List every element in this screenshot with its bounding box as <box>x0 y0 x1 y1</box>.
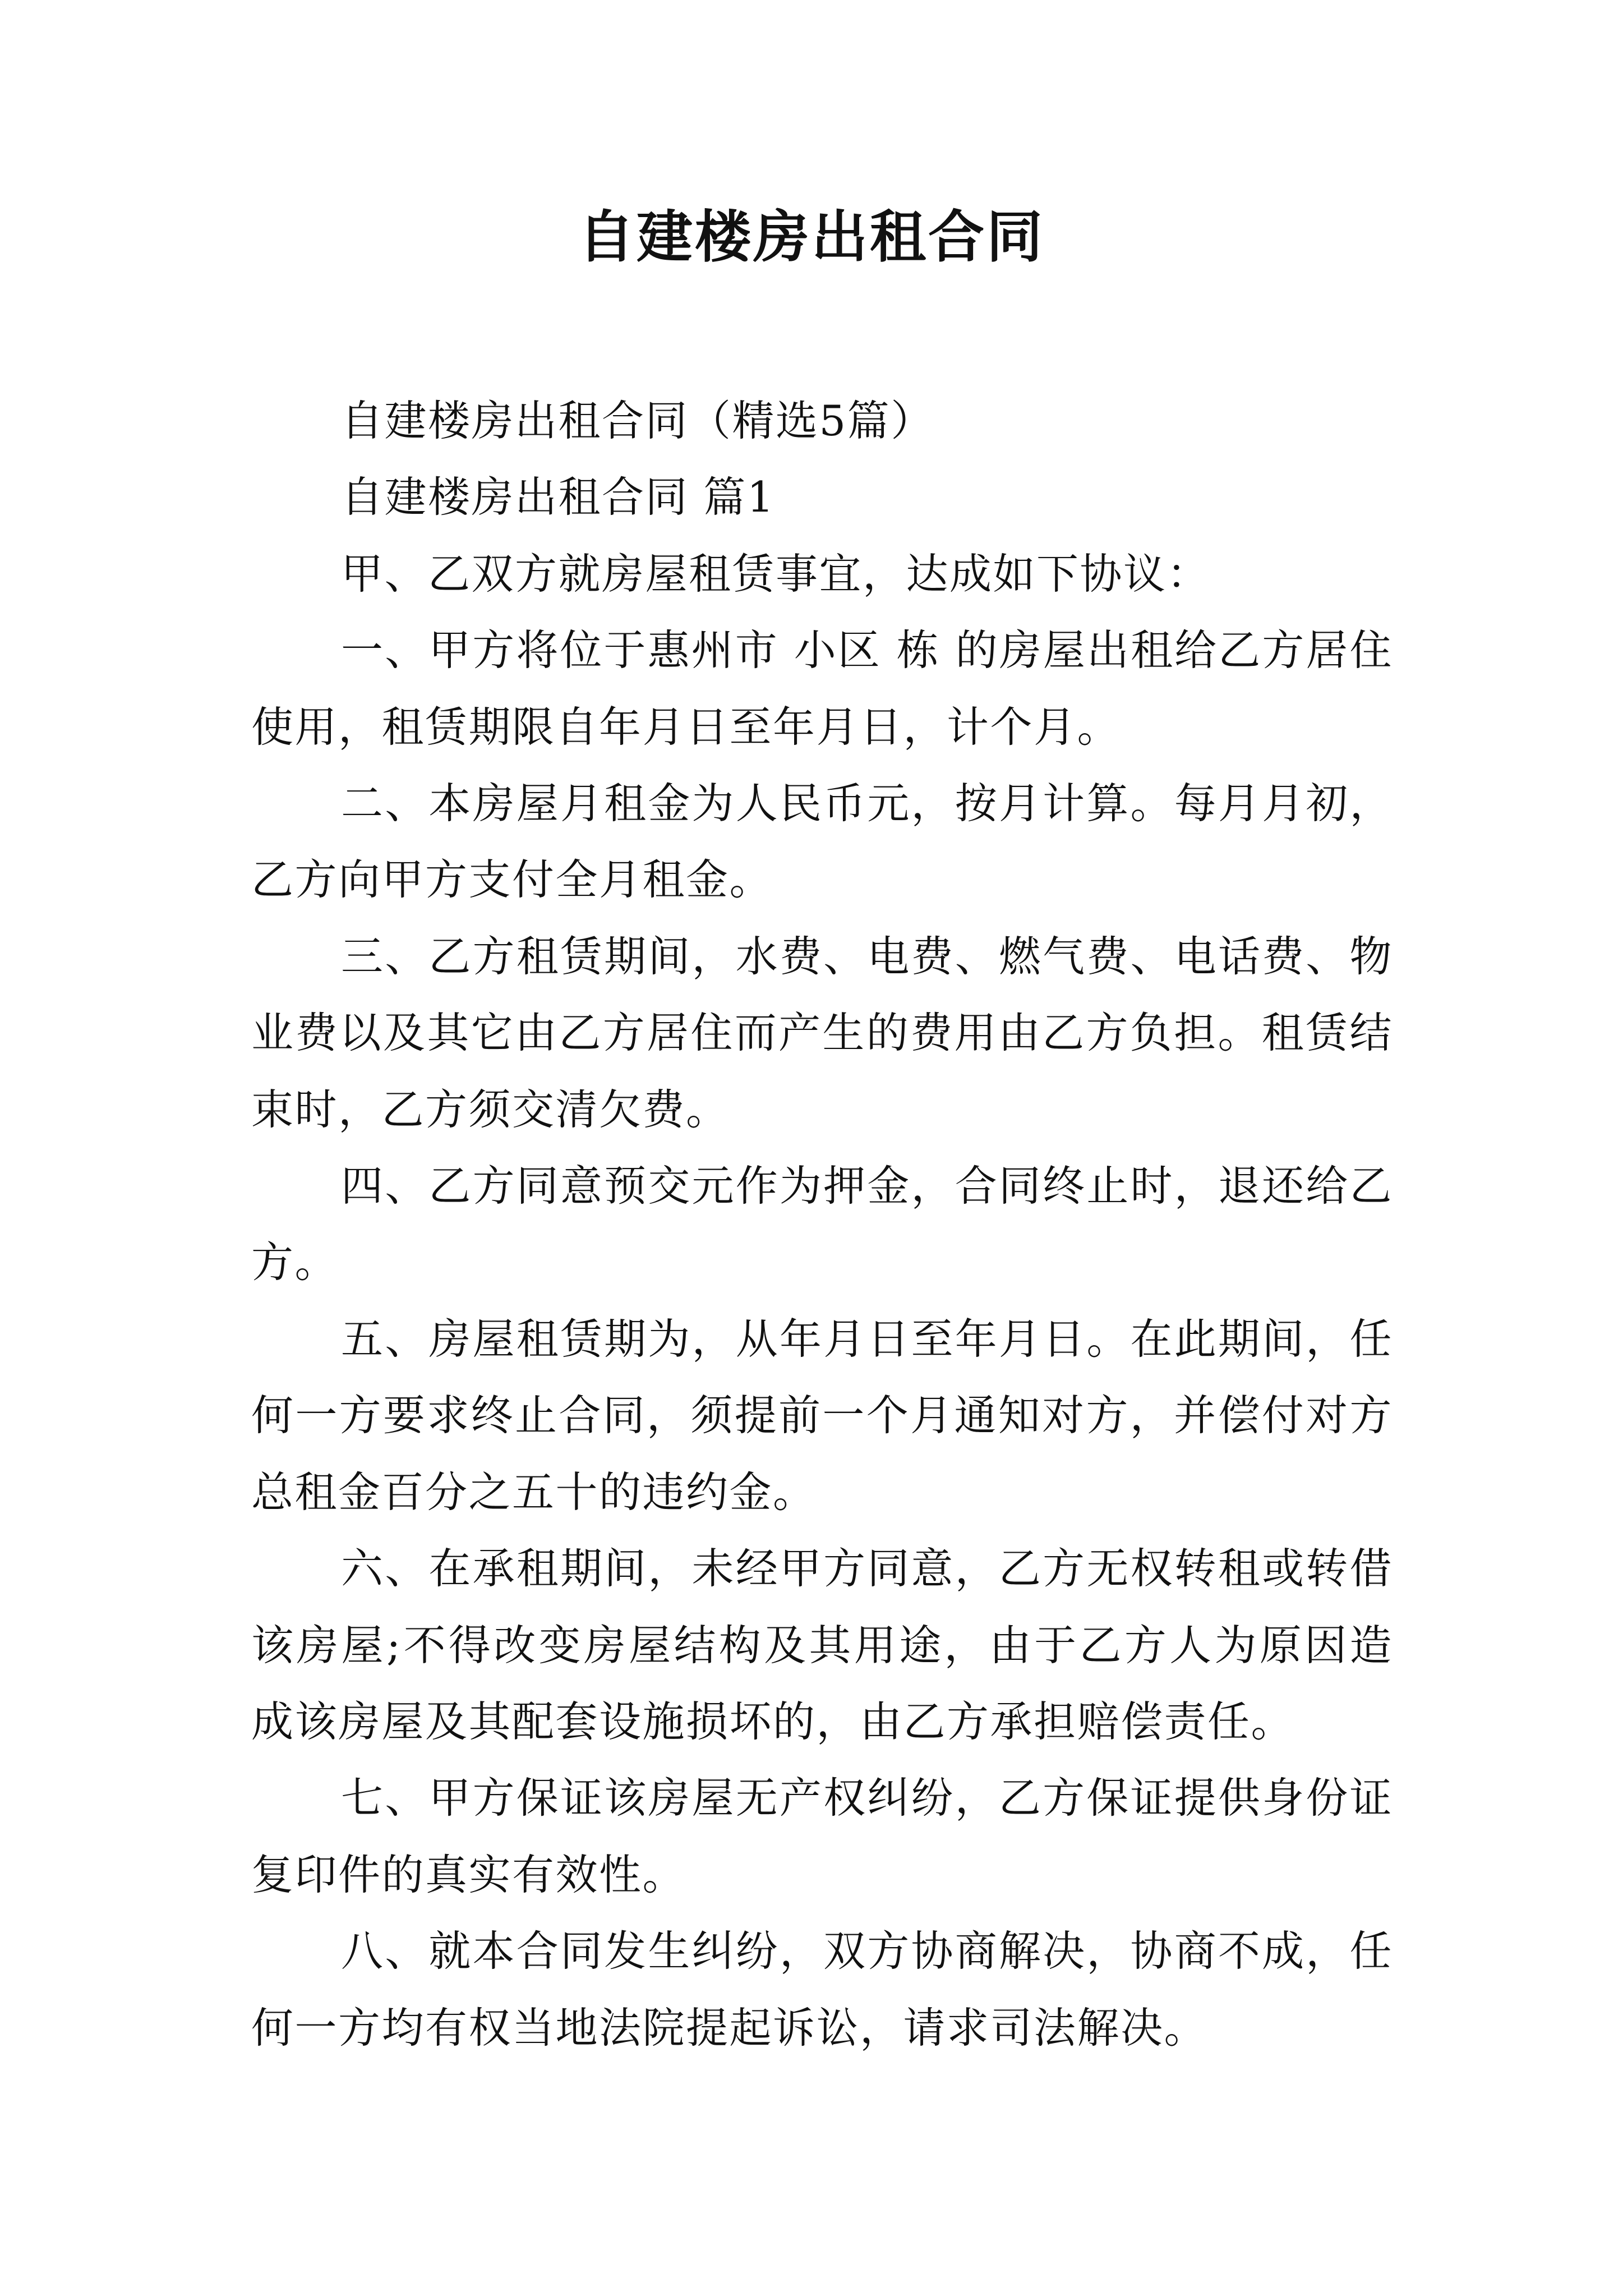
document-title: 自建楼房出租合同 <box>578 204 1045 270</box>
paragraph-clause-3: 三、乙方租赁期间，水费、电费、燃气费、电话费、物业费以及其它由乙方居住而产生的费用由乙方负担。租赁结束时，乙方须交清欠费。 <box>251 931 1393 1134</box>
paragraph-subtitle: 自建楼房出租合同（精选5篇） <box>341 396 934 445</box>
paragraph-clause-2: 二、本房屋月租金为人民币元，按月计算。每月月初，乙方向甲方支付全月租金。 <box>251 779 1393 905</box>
paragraph-clause-4: 四、乙方同意预交元作为押金，合同终止时，退还给乙方。 <box>251 1161 1393 1287</box>
paragraph-preamble: 甲、乙双方就房屋租赁事宜，达成如下协议： <box>341 549 1211 599</box>
paragraph-clause-7: 七、甲方保证该房屋无产权纠纷，乙方保证提供身份证复印件的真实有效性。 <box>251 1773 1393 1899</box>
paragraph-clause-1: 一、甲方将位于惠州市 小区 栋 的房屋出租给乙方居住使用，租赁期限自年月日至年月日，计个月。 <box>251 625 1393 752</box>
paragraph-clause-6: 六、在承租期间，未经甲方同意，乙方无权转租或转借该房屋;不得改变房屋结构及其用途，由于乙方人为原因造成该房屋及其配套设施损坏的，由乙方承担赔偿责任。 <box>251 1544 1393 1746</box>
paragraph-clause-8: 八、就本合同发生纠纷，双方协商解决，协商不成，任何一方均有权当地法院提起诉讼，请求司法解决。 <box>251 1926 1393 2053</box>
paragraph-section-heading: 自建楼房出租合同 篇1 <box>341 472 776 522</box>
document-body <box>251 383 1393 2066</box>
paragraph-clause-5: 五、房屋租赁期为，从年月日至年月日。在此期间，任何一方要求终止合同，须提前一个月通知对方，并偿付对方总租金百分之五十的违约金。 <box>251 1314 1393 1517</box>
